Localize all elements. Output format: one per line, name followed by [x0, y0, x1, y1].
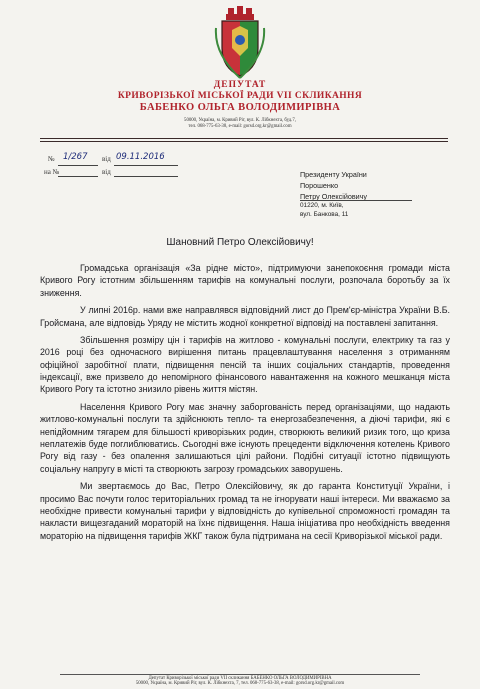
body-paragraph: Ми звертаємось до Вас, Петро Олексійовичу, як до гаранта Конституції України, і просимо Вас почути голос територіальних громад та не ігнорувати наші інтереси. Ми вважаємо за необхідне привести комунальні тарифи у відповідність до купівельної спроможності громадян та накласти вищезгаданий мораторій на їхнє підвищення. Наша ініціатива про необхідність введення мораторію на підвищення тарифів ЖКГ також була підтримана на сесії Криворізької міської ради.	[40, 481, 450, 541]
recipient-underline	[300, 200, 412, 201]
registry-ref-date-underline	[114, 176, 178, 177]
letterhead-address: 50000, Україна, м. Кривий Ріг, вул. К. Лібкнехта, буд.7,	[184, 118, 296, 123]
letterhead-contacts: тел. 068-775-63-38, e-mail: gorsd.org.kr@gmail.com	[188, 124, 292, 129]
registry-ref-underline	[58, 176, 98, 177]
registry-number-underline	[58, 165, 98, 166]
registry-date-label: від	[102, 155, 111, 163]
footer-line-2: 50000, Україна, м. Кривий Ріг, вул. К. Лібкнехта, 7, тел. 068-775-63-38, e-mail: gorsd.org.kr@gmail.com	[135, 681, 345, 686]
salutation: Шановний Петро Олексійовичу!	[166, 237, 314, 248]
footer-line-1: Депутат Криворізької міської ради VII скликання БАБЕНКО ОЛЬГА ВОЛОДИМИРІВНА	[148, 676, 332, 681]
letterhead-divider-thin	[40, 141, 448, 142]
coat-of-arms-emblem-icon	[214, 4, 266, 80]
body-paragraph: Населення Кривого Рогу має значну заборгованість перед організаціями, що надають житлово-комунальні послуги та здійснюють тепло- та енергозабезпечення, а діючі тарифи, які є непідйомним тягарем для більшості криворізьких родин, створюють великий ризик того, що криза неплатежів буде поглиблюватись. Сьогодні вже існують прецеденти відключення котелень Кривого Рогу від газу - без опалення залишаються цілі райони. Подібні ситуації істотно підвищують соціальну напругу в місті та створюють загрозу громадських заворушень.	[40, 402, 450, 474]
registry-number-label: №	[48, 155, 55, 163]
body-paragraph: Збільшення розміру цін і тарифів на житлово - комунальні послуги, електрику та газ у 2016 році без одночасного вирішення питань працевлаштування населення з отриманням офіційної заробітної плати, підвищення пенсій та інших соціальних стандартів, проведення індексації, вже призвело до непомірного фінансового навантаження на кожного мешканця міста Кривого Рогу та істотно знизило рівень життя містян.	[40, 335, 450, 395]
registry-ref-label: на №	[44, 168, 60, 176]
registry-date-value: 09.11.2016	[116, 152, 165, 162]
recipient-line-3: Петру Олексійовичу	[300, 192, 368, 201]
letterhead-title: ДЕПУТАТ	[213, 80, 267, 90]
recipient-line-5: вул. Банкова, 11	[300, 211, 349, 218]
registry-ref-date-label: від	[102, 168, 111, 176]
letterhead-divider	[40, 138, 448, 139]
recipient-line-4: 01220, м. Київ,	[300, 202, 344, 209]
recipient-line-1: Президенту України	[300, 170, 367, 179]
body-paragraph: Громадська організація «За рідне місто», підтримуючи занепокоєння громади міста Кривого Рогу істотним збільшенням тарифів на комунальні послуги, розпочала боротьбу за їх зниження.	[40, 263, 450, 298]
letterhead-name: БАБЕНКО ОЛЬГА ВОЛОДИМИРІВНА	[139, 102, 341, 113]
footer-divider	[60, 674, 420, 675]
registry-date-underline	[114, 165, 178, 166]
letterhead-council: КРИВОРІЗЬКОЇ МІСЬКОЇ РАДИ VII СКЛИКАННЯ	[117, 91, 363, 101]
letter-body	[40, 262, 450, 547]
recipient-line-2: Порошенко	[300, 181, 339, 190]
body-paragraph: У липні 2016р. нами вже направлявся відповідний лист до Прем'єр-міністра України В.Б. Гройсмана, але відповідь Уряду не містить жодної конкретної відповіді на поставлені запитання.	[40, 305, 450, 328]
registry-number-value: 1/267	[63, 152, 88, 162]
